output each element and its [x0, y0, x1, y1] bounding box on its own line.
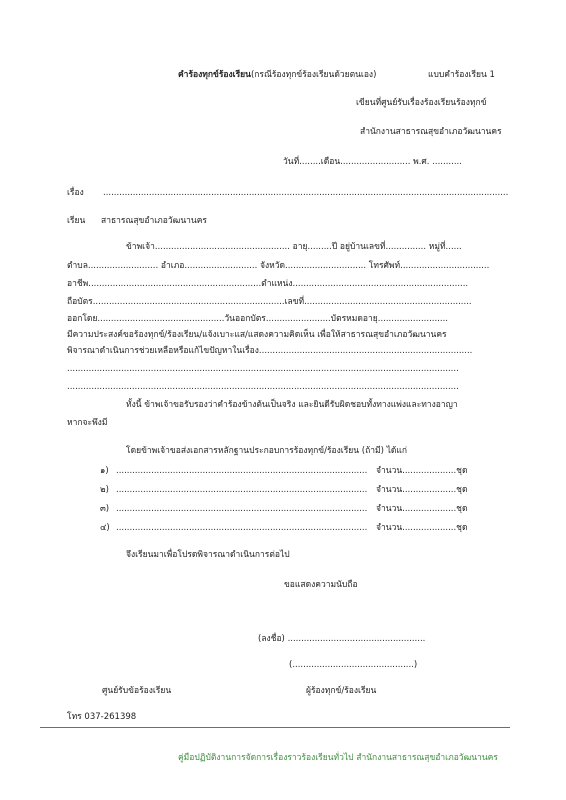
form-line-matter[interactable]: พิจารณาดำเนินการช่วยเหลือหรือแก้ไขปัญหาในเรื่อง............................................................................... [67, 346, 473, 356]
office-line: สำนักงานสาธารณสุขอำเภอวัฒนานคร [360, 127, 502, 137]
form-title-bold: คำร้องทุกข์ร้องเรียน [178, 70, 251, 80]
form-line-occupation[interactable]: อาชีพ................................................................ตำแหน่ง................................................................. [67, 279, 469, 289]
attachment-field[interactable]: ............................................................................................. [116, 504, 368, 514]
form-line-applicant[interactable]: ข้าพเจ้า.................................................. อายุ.........ปี อยู่บ้านเลขที่............... หมู่ที่...... [126, 242, 462, 252]
attachment-num: ๔) [100, 523, 110, 533]
certify-line-1: ทั้งนี้ ข้าพเจ้าขอรับรองว่าคำร้องข้างต้นเป็นจริง และยินดีรับผิดชอบทั้งทางแพ่งและทางอาญา [126, 400, 458, 410]
form-line-blank-1[interactable]: ................................................................................................................................................. [67, 364, 459, 374]
attachment-qty[interactable]: จำนวน....................ชุด [376, 485, 468, 495]
signature-name[interactable]: (.............................................) [289, 660, 418, 670]
attachment-qty[interactable]: จำนวน....................ชุด [376, 523, 468, 533]
attachment-field[interactable]: ............................................................................................. [116, 466, 368, 476]
attachment-qty[interactable]: จำนวน....................ชุด [376, 504, 468, 514]
form-line-issued-by[interactable]: ออกโดย...............................................วันออกบัตร........................บัตรหมดอายุ.......................... [67, 314, 448, 324]
form-line-purpose: มีความประสงค์ขอร้องทุกข์/ร้องเรียน/แจ้งเบาะแส/แสดงความคิดเห็น เพื่อให้สาธารณสุขอำเภอวัฒนานคร [67, 330, 447, 340]
form-line-address[interactable]: ตำบล.......................... อำเภอ........................... จังหวัด.............................. โทรศัพท์................................. [67, 261, 490, 271]
recipient-label: เรียน [67, 216, 86, 226]
written-at: เขียนที่ศูนย์รับเรื่องร้องเรียนร้องทุกข์ [356, 98, 487, 108]
date-line: วันที่........เดือน.......................... พ.ศ. ........... [283, 157, 462, 167]
subject-field[interactable]: ...................................................................................................................................................... [103, 188, 509, 198]
signature-line[interactable]: (ลงชื่อ) ................................................... [258, 634, 426, 644]
closing-regards: ขอแสดงความนับถือ [284, 580, 358, 590]
attachment-num: ๓) [100, 504, 110, 514]
attachment-num: ๒) [100, 485, 109, 495]
form-title-paren: (กรณีร้องทุกข์ร้องเรียนด้วยตนเอง) [250, 70, 377, 80]
phone-number: โทร 037-261398 [67, 712, 137, 722]
form-number: แบบคำร้องเรียน 1 [428, 70, 495, 80]
footer-text: คู่มือปฏิบัติงานการจัดการเรื่องราวร้องเรียนทั่วไป สำนักงานสาธารณสุขอำเภอวัฒนานคร [178, 753, 498, 763]
form-title [178, 70, 376, 81]
form-line-id-card[interactable]: ถือบัตร.......................................................................เลขที่.............................................................. [67, 297, 472, 307]
complainant-label: ผู้ร้องทุกข์/ร้องเรียน [306, 686, 377, 696]
receiver-label: ศูนย์รับข้อร้องเรียน [102, 686, 172, 696]
footer-divider [40, 727, 510, 728]
closing-request: จึงเรียนมาเพื่อโปรดพิจารณาดำเนินการต่อไป [126, 550, 290, 560]
attachment-qty[interactable]: จำนวน....................ชุด [376, 466, 468, 476]
attachment-field[interactable]: ............................................................................................. [116, 485, 368, 495]
certify-line-2: หากจะพึงมี [67, 418, 108, 428]
form-line-blank-2[interactable]: ................................................................................................................................................. [67, 382, 459, 392]
recipient-value: สาธารณสุขอำเภอวัฒนานคร [101, 216, 207, 226]
attachment-num: ๑) [100, 466, 109, 476]
subject-label: เรื่อง [67, 188, 84, 198]
attachments-intro: โดยข้าพเจ้าขอส่งเอกสารหลักฐานประกอบการร้องทุกข์/ร้องเรียน (ถ้ามี) ได้แก่ [126, 446, 408, 456]
attachment-field[interactable]: ............................................................................................. [116, 523, 368, 533]
